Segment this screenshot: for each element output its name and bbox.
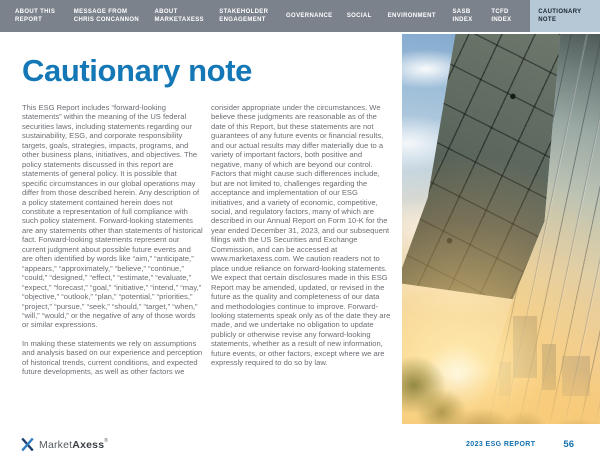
tab-governance[interactable]: GOVERNANCE: [286, 12, 333, 19]
brand-logo: [20, 437, 108, 452]
tab-tcfd-index[interactable]: TCFD INDEX: [491, 8, 512, 23]
page-number: 56: [563, 438, 574, 450]
brand-name: MarketAxess®: [39, 437, 109, 451]
main-area: [0, 32, 600, 424]
content-area: [0, 32, 402, 424]
text-columns: [22, 103, 392, 386]
tab-about-this-report[interactable]: ABOUT THIS REPORT: [15, 8, 56, 23]
report-label: 2023 ESG REPORT: [466, 440, 536, 448]
marketaxess-x-icon: [20, 437, 35, 452]
registered-mark: ®: [104, 437, 109, 444]
paragraph-1: This ESG Report includes “forward-looking statements” within the meaning of the US federal securities laws, including statements regarding our sustainability, ESG, and corporate responsibility targets, goals, strategies, impacts, programs, and other business plans, initiatives, and objectives. The policy statements discussed in this report are statements of general policy. It is possible that specific circumstances in our global operations may differ from those described herein. Any description of a policy statement contained herein does not constitute a representation of full compliance with such policy statement. Forward-looking statements are any statements other than statements of historical fact. Forward-looking statements represent our current judgment about possible future events and are often identified by words like “aim,” “anticipate,” “appears,” “approximately,” “believe,” “continue,” “could,” “designed,” “effect,” “estimate,” “evaluate,” “expect,” “forecast,” “goal,” “initiative,” “intend,” “may,” “objective,” “outlook,” “plan,” “potential,” “priorities,” “project,” “pursue,” “seek,” “should,” “target,” “when,” “will,” “would,” or the negative of any of those words or similar expressions.: [22, 103, 203, 330]
text-column-1: [22, 103, 203, 386]
page-title: Cautionary note: [22, 53, 252, 88]
text-column-2: [211, 103, 392, 386]
page-info: [466, 439, 574, 450]
tab-message-from-chris-concannon[interactable]: MESSAGE FROM CHRIS CONCANNON: [73, 8, 140, 23]
top-navigation: [0, 0, 600, 32]
paragraph-3: consider appropriate under the circumstances. We believe these judgments are reasonable as of the date of this Report, but these statements are not guarantees of any future events or financial results, and our actual results may differ materially due to a variety of important factors, both positive and negative, many of which are beyond our control. Factors that might cause such differences include, but are not limited to, challenges regarding the acceptance and implementation of our ESG initiatives, and a variety of economic, competitive, social, and regulatory factors, many of which are described in our Annual Report on Form 10-K for the year ended December 31, 2023, and our subsequent filings with the US Securities and Exchange Commission, and can be accessed at www.marketaxess.com. We caution readers not to place undue reliance on forward-looking statements. We expect that certain disclosures made in this ESG Report may be amended, updated, or revised in the future as the quality and completeness of our data and methodologies continue to improve. Forward-looking statements speak only as of the date they are made, and we undertake no obligation to update publicly or otherwise revise any forward-looking statements, whether as a result of new information, future events, or other factors, except where we are expressly required to do so by law.: [211, 103, 391, 368]
tab-about-marketaxess[interactable]: ABOUT MARKETAXESS: [154, 8, 204, 23]
tab-environment[interactable]: ENVIRONMENT: [387, 12, 436, 19]
building-photo: [402, 34, 600, 424]
tab-sasb-index[interactable]: SASB INDEX: [452, 8, 473, 23]
tab-social[interactable]: SOCIAL: [346, 12, 372, 19]
page-footer: [0, 424, 600, 464]
tab-stakeholder-engagement[interactable]: STAKEHOLDER ENGAGEMENT: [219, 8, 269, 23]
paragraph-2: In making these statements we rely on assumptions and analysis based on our experience and perception of historical trends, current conditions, and expected future developments, as well as other factors we: [22, 338, 203, 377]
tab-cautionary-note-active[interactable]: CAUTIONARY NOTE: [530, 0, 600, 32]
trees-graphic: [402, 34, 600, 424]
